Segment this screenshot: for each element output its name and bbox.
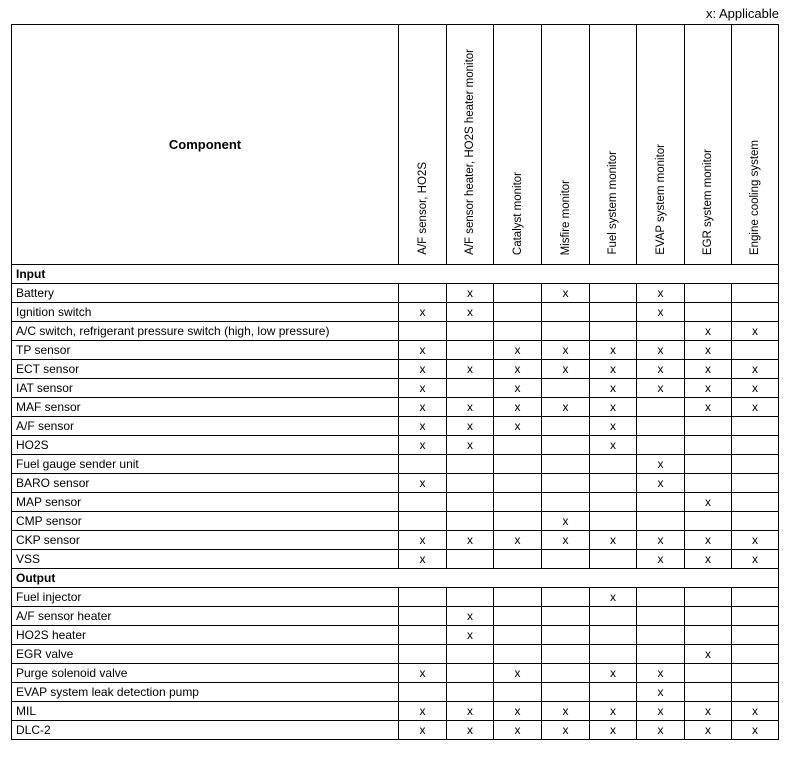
applicable-cell: x xyxy=(447,284,494,303)
applicable-cell xyxy=(447,341,494,360)
applicable-cell: x xyxy=(590,360,637,379)
applicable-cell xyxy=(590,645,637,664)
section-title: Output xyxy=(12,569,779,588)
applicable-cell xyxy=(542,322,590,341)
applicable-cell: x xyxy=(637,379,685,398)
table-row xyxy=(12,588,779,607)
component-label: HO2S heater xyxy=(12,626,399,645)
component-label: CKP sensor xyxy=(12,531,399,550)
applicable-cell xyxy=(542,417,590,436)
applicable-cell xyxy=(542,683,590,702)
applicable-cell xyxy=(637,645,685,664)
applicable-cell xyxy=(590,512,637,531)
component-label: Fuel injector xyxy=(12,588,399,607)
applicable-cell xyxy=(447,322,494,341)
applicable-cell: x xyxy=(399,721,447,740)
component-label: CMP sensor xyxy=(12,512,399,531)
table-row xyxy=(12,322,779,341)
applicable-cell: x xyxy=(637,531,685,550)
applicable-cell: x xyxy=(590,531,637,550)
applicable-cell xyxy=(542,455,590,474)
applicable-cell: x xyxy=(637,474,685,493)
applicable-cell xyxy=(637,512,685,531)
applicable-cell xyxy=(732,303,779,322)
applicable-cell: x xyxy=(732,531,779,550)
applicable-cell: x xyxy=(732,360,779,379)
applicable-cell xyxy=(590,550,637,569)
applicable-cell: x xyxy=(542,284,590,303)
applicable-cell: x xyxy=(637,303,685,322)
applicable-cell: x xyxy=(447,702,494,721)
applicable-cell xyxy=(685,626,732,645)
column-header xyxy=(637,25,685,265)
table-row xyxy=(12,683,779,702)
applicable-cell: x xyxy=(590,664,637,683)
applicable-cell xyxy=(399,322,447,341)
component-header: Component xyxy=(12,25,399,265)
applicable-cell: x xyxy=(494,379,542,398)
applicable-cell xyxy=(732,683,779,702)
applicable-cell: x xyxy=(637,284,685,303)
applicable-cell xyxy=(590,303,637,322)
applicable-cell: x xyxy=(637,702,685,721)
applicable-cell: x xyxy=(399,550,447,569)
applicable-cell xyxy=(732,512,779,531)
applicable-cell: x xyxy=(399,664,447,683)
applicable-cell xyxy=(494,474,542,493)
column-header xyxy=(732,25,779,265)
applicable-cell xyxy=(494,322,542,341)
component-label: ECT sensor xyxy=(12,360,399,379)
applicable-cell xyxy=(637,493,685,512)
section-title: Input xyxy=(12,265,779,284)
applicable-cell xyxy=(732,645,779,664)
component-label: Fuel gauge sender unit xyxy=(12,455,399,474)
applicable-cell xyxy=(494,683,542,702)
applicable-cell xyxy=(542,664,590,683)
applicable-cell xyxy=(542,436,590,455)
table-row xyxy=(12,550,779,569)
table-row xyxy=(12,455,779,474)
table-row xyxy=(12,398,779,417)
applicable-cell xyxy=(637,626,685,645)
legend-text: x: Applicable xyxy=(706,6,779,21)
component-label: VSS xyxy=(12,550,399,569)
column-header-label: EGR system monitor xyxy=(702,148,714,255)
applicable-cell: x xyxy=(447,626,494,645)
table-row xyxy=(12,626,779,645)
column-header xyxy=(447,25,494,265)
applicable-cell: x xyxy=(685,645,732,664)
applicable-cell xyxy=(685,664,732,683)
applicable-cell: x xyxy=(399,474,447,493)
table-row xyxy=(12,284,779,303)
applicable-cell xyxy=(732,341,779,360)
table-row xyxy=(12,474,779,493)
applicable-cell: x xyxy=(447,417,494,436)
applicable-cell: x xyxy=(732,721,779,740)
applicable-cell xyxy=(542,588,590,607)
applicable-cell: x xyxy=(685,702,732,721)
applicable-cell xyxy=(590,322,637,341)
applicable-cell: x xyxy=(685,379,732,398)
applicable-cell xyxy=(732,493,779,512)
applicable-cell xyxy=(494,550,542,569)
applicable-cell xyxy=(732,474,779,493)
applicable-cell: x xyxy=(590,721,637,740)
applicable-cell: x xyxy=(399,436,447,455)
component-label: MAF sensor xyxy=(12,398,399,417)
applicable-cell xyxy=(732,607,779,626)
applicability-table xyxy=(11,24,779,740)
applicable-cell xyxy=(447,588,494,607)
applicable-cell xyxy=(685,607,732,626)
applicable-cell xyxy=(732,284,779,303)
column-header-label: Engine cooling system xyxy=(749,139,761,255)
applicable-cell: x xyxy=(590,417,637,436)
applicable-cell: x xyxy=(447,360,494,379)
applicable-cell: x xyxy=(494,531,542,550)
applicable-cell: x xyxy=(447,436,494,455)
applicable-cell: x xyxy=(542,341,590,360)
applicable-cell xyxy=(685,588,732,607)
applicable-cell xyxy=(494,455,542,474)
column-header xyxy=(494,25,542,265)
applicable-cell: x xyxy=(447,721,494,740)
table-row xyxy=(12,379,779,398)
applicable-cell: x xyxy=(447,531,494,550)
applicable-cell xyxy=(399,512,447,531)
applicable-cell: x xyxy=(590,379,637,398)
applicable-cell: x xyxy=(494,721,542,740)
applicable-cell xyxy=(399,645,447,664)
applicable-cell xyxy=(399,683,447,702)
applicable-cell xyxy=(399,493,447,512)
applicable-cell xyxy=(399,588,447,607)
column-header-label: Fuel system monitor xyxy=(607,151,619,255)
applicable-cell xyxy=(494,436,542,455)
table-row xyxy=(12,607,779,626)
applicable-cell: x xyxy=(542,512,590,531)
section-row xyxy=(12,265,779,284)
applicable-cell xyxy=(590,683,637,702)
applicable-cell: x xyxy=(685,493,732,512)
applicable-cell: x xyxy=(399,379,447,398)
applicable-cell xyxy=(542,626,590,645)
applicable-cell: x xyxy=(637,360,685,379)
applicable-cell xyxy=(685,512,732,531)
applicable-cell xyxy=(685,284,732,303)
applicable-cell xyxy=(685,455,732,474)
applicable-cell xyxy=(447,683,494,702)
table-row xyxy=(12,645,779,664)
applicable-cell: x xyxy=(399,702,447,721)
column-header-label: Misfire monitor xyxy=(559,179,572,255)
table-row xyxy=(12,417,779,436)
applicable-cell xyxy=(637,417,685,436)
applicable-cell xyxy=(732,455,779,474)
applicable-cell: x xyxy=(637,664,685,683)
applicable-cell xyxy=(494,607,542,626)
table-row xyxy=(12,531,779,550)
applicable-cell: x xyxy=(542,531,590,550)
applicable-cell xyxy=(494,512,542,531)
applicable-cell xyxy=(732,436,779,455)
applicable-cell xyxy=(685,683,732,702)
component-label: EGR valve xyxy=(12,645,399,664)
applicable-cell: x xyxy=(494,417,542,436)
applicable-cell: x xyxy=(494,398,542,417)
table-row xyxy=(12,512,779,531)
applicable-cell xyxy=(494,645,542,664)
applicable-cell: x xyxy=(542,360,590,379)
component-label: Battery xyxy=(12,284,399,303)
applicable-cell xyxy=(732,626,779,645)
applicable-cell: x xyxy=(637,550,685,569)
applicable-cell xyxy=(542,303,590,322)
applicable-cell xyxy=(447,493,494,512)
applicable-cell xyxy=(685,417,732,436)
table-row xyxy=(12,436,779,455)
applicable-cell xyxy=(494,284,542,303)
component-label: DLC-2 xyxy=(12,721,399,740)
applicable-cell: x xyxy=(590,436,637,455)
applicable-cell: x xyxy=(637,341,685,360)
applicable-cell: x xyxy=(399,417,447,436)
applicable-cell xyxy=(590,493,637,512)
applicable-cell xyxy=(590,607,637,626)
applicable-cell xyxy=(494,588,542,607)
table-row xyxy=(12,360,779,379)
applicable-cell xyxy=(447,474,494,493)
applicable-cell: x xyxy=(399,398,447,417)
component-label: TP sensor xyxy=(12,341,399,360)
applicable-cell xyxy=(590,474,637,493)
applicable-cell: x xyxy=(542,702,590,721)
applicable-cell xyxy=(637,398,685,417)
component-label: EVAP system leak detection pump xyxy=(12,683,399,702)
applicable-cell xyxy=(590,284,637,303)
applicable-cell: x xyxy=(685,360,732,379)
applicable-cell: x xyxy=(637,721,685,740)
applicable-cell: x xyxy=(542,721,590,740)
applicable-cell: x xyxy=(732,702,779,721)
applicable-cell xyxy=(399,455,447,474)
applicable-cell xyxy=(494,626,542,645)
section-row xyxy=(12,569,779,588)
applicable-cell xyxy=(542,493,590,512)
applicable-cell: x xyxy=(542,398,590,417)
applicable-cell xyxy=(542,379,590,398)
header-row xyxy=(12,25,779,265)
applicable-cell: x xyxy=(732,398,779,417)
applicable-cell xyxy=(494,303,542,322)
applicable-cell: x xyxy=(590,341,637,360)
table-row xyxy=(12,702,779,721)
column-header xyxy=(685,25,732,265)
applicable-cell: x xyxy=(399,531,447,550)
column-header xyxy=(590,25,637,265)
column-header-label: A/F sensor heater, HO2S heater monitor xyxy=(464,49,476,255)
component-label: A/C switch, refrigerant pressure switch (high, low pressure) xyxy=(12,322,399,341)
applicable-cell: x xyxy=(590,588,637,607)
applicable-cell xyxy=(590,626,637,645)
applicable-cell: x xyxy=(494,360,542,379)
component-label: BARO sensor xyxy=(12,474,399,493)
applicable-cell: x xyxy=(685,550,732,569)
component-label: MIL xyxy=(12,702,399,721)
applicable-cell xyxy=(447,550,494,569)
applicable-cell xyxy=(685,303,732,322)
column-header-label: A/F sensor, HO2S xyxy=(416,162,429,255)
applicable-cell xyxy=(637,436,685,455)
applicable-cell: x xyxy=(399,341,447,360)
applicable-cell xyxy=(542,550,590,569)
table-row xyxy=(12,493,779,512)
applicable-cell: x xyxy=(590,702,637,721)
applicable-cell: x xyxy=(732,322,779,341)
table-row xyxy=(12,721,779,740)
applicable-cell: x xyxy=(447,607,494,626)
applicable-cell xyxy=(447,512,494,531)
applicable-cell xyxy=(732,664,779,683)
column-header-label: EVAP system monitor xyxy=(654,144,667,255)
component-label: IAT sensor xyxy=(12,379,399,398)
applicable-cell: x xyxy=(685,721,732,740)
applicable-cell: x xyxy=(685,322,732,341)
applicable-cell xyxy=(542,607,590,626)
applicable-cell: x xyxy=(494,664,542,683)
applicable-cell xyxy=(399,626,447,645)
applicable-cell: x xyxy=(447,303,494,322)
applicable-cell: x xyxy=(685,398,732,417)
component-label: A/F sensor heater xyxy=(12,607,399,626)
component-label: Ignition switch xyxy=(12,303,399,322)
component-label: HO2S xyxy=(12,436,399,455)
applicable-cell xyxy=(542,474,590,493)
applicable-cell: x xyxy=(685,341,732,360)
component-label: Purge solenoid valve xyxy=(12,664,399,683)
applicable-cell xyxy=(637,588,685,607)
applicable-cell xyxy=(447,645,494,664)
applicable-cell xyxy=(399,284,447,303)
applicable-cell xyxy=(447,664,494,683)
column-header xyxy=(542,25,590,265)
applicable-cell xyxy=(637,322,685,341)
table-body xyxy=(12,265,779,740)
component-label: MAP sensor xyxy=(12,493,399,512)
applicable-cell: x xyxy=(399,360,447,379)
applicable-cell xyxy=(685,436,732,455)
table-row xyxy=(12,664,779,683)
applicable-cell xyxy=(399,607,447,626)
applicable-cell: x xyxy=(494,341,542,360)
table-row xyxy=(12,303,779,322)
applicable-cell: x xyxy=(732,550,779,569)
applicable-cell xyxy=(732,588,779,607)
applicable-cell: x xyxy=(399,303,447,322)
table-row xyxy=(12,341,779,360)
component-label: A/F sensor xyxy=(12,417,399,436)
applicable-cell: x xyxy=(494,702,542,721)
applicable-cell xyxy=(685,474,732,493)
applicable-cell: x xyxy=(685,531,732,550)
applicable-cell: x xyxy=(732,379,779,398)
applicable-cell xyxy=(494,493,542,512)
applicable-cell: x xyxy=(637,683,685,702)
applicable-cell xyxy=(542,645,590,664)
applicable-cell: x xyxy=(637,455,685,474)
applicable-cell: x xyxy=(447,398,494,417)
applicable-cell xyxy=(447,455,494,474)
applicable-cell xyxy=(637,607,685,626)
applicable-cell xyxy=(447,379,494,398)
column-header xyxy=(399,25,447,265)
applicable-cell xyxy=(590,455,637,474)
column-header-label: Catalyst monitor xyxy=(511,171,524,255)
applicable-cell: x xyxy=(590,398,637,417)
applicable-cell xyxy=(732,417,779,436)
